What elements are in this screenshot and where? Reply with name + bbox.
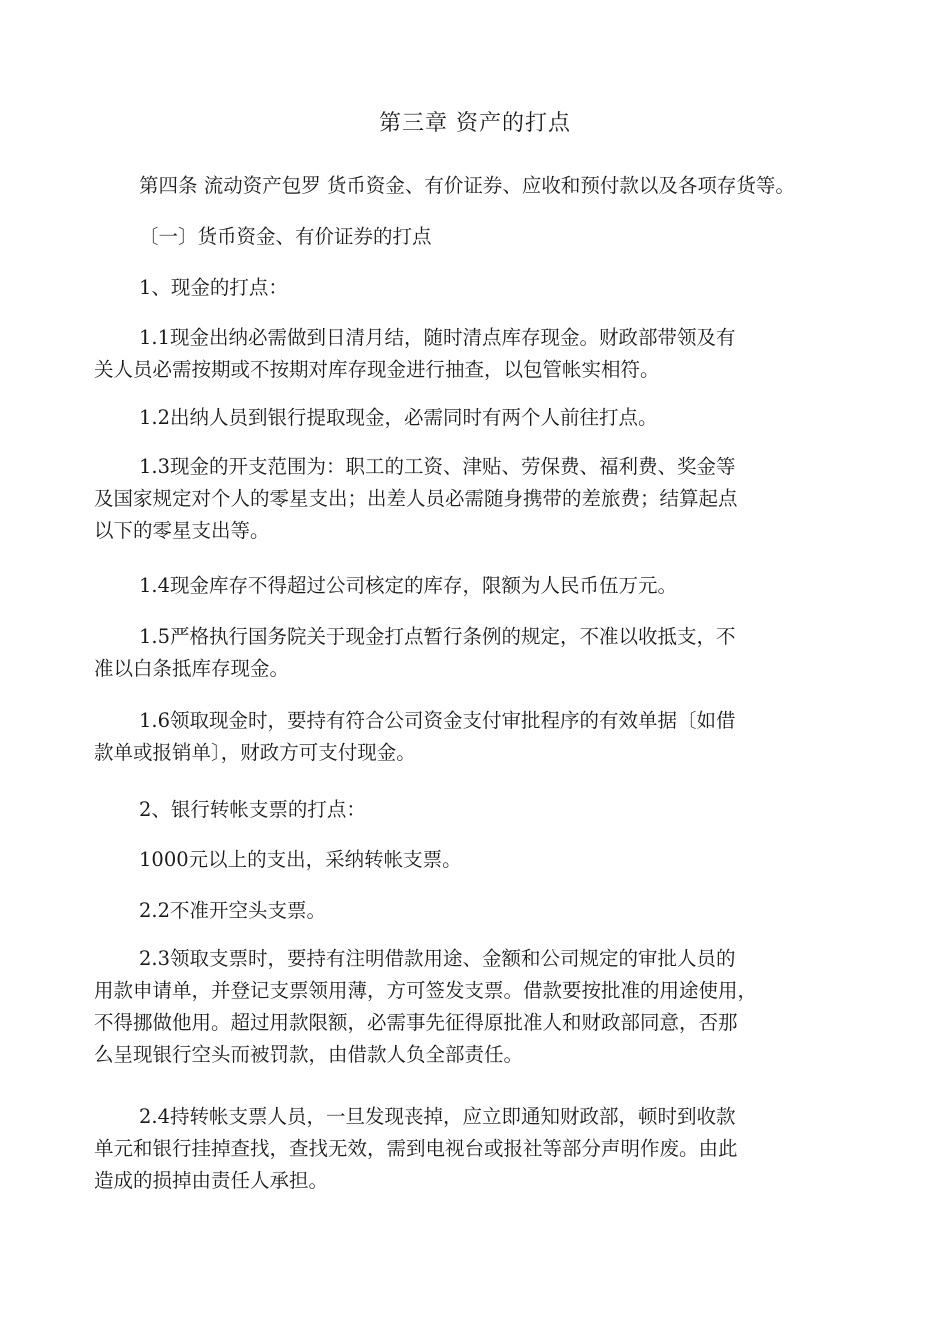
paragraph-line: 1.6领取现金时，要持有符合公司资金支付审批程序的有效单据〔如借 — [139, 709, 736, 732]
paragraph-line: 2.2不准开空头支票。 — [139, 899, 327, 922]
cash-management-heading — [94, 272, 894, 304]
clause-1-6 — [94, 705, 894, 769]
paragraph-line: 造成的损掉由责任人承担。 — [94, 1169, 329, 1192]
paragraph-line: 款单或报销单〕，财政方可支付现金。 — [94, 741, 416, 764]
section-1-heading — [94, 221, 894, 253]
paragraph-line: 1.3现金的开支范围为：职工的工资、津贴、劳保费、福利费、奖金等 — [139, 455, 736, 478]
clause-2-1 — [94, 844, 894, 876]
paragraph-line: 用款申请单，并登记支票领用薄，方可签发支票。借款要按批准的用途使用， — [94, 979, 758, 1002]
page-title: 第三章 资产的打点 — [379, 111, 571, 136]
bank-cheque-heading — [94, 794, 894, 826]
paragraph-line: 1.2出纳人员到银行提取现金，必需同时有两个人前往打点。 — [139, 406, 658, 429]
paragraph-line: 1.1现金出纳必需做到日清月结，随时清点库存现金。财政部带领及有 — [139, 326, 736, 349]
paragraph-line: 么呈现银行空头而被罚款，由借款人负全部责任。 — [94, 1043, 524, 1066]
clause-1-4 — [94, 570, 894, 602]
paragraph-line: 准以白条抵库存现金。 — [94, 657, 290, 680]
clause-1-1 — [94, 322, 894, 386]
paragraph-line: 〔一〕货币资金、有价证券的打点 — [139, 225, 432, 248]
clause-2-4 — [94, 1101, 894, 1197]
article-4-paragraph — [94, 170, 894, 202]
paragraph-line: 1、现金的打点： — [139, 276, 288, 299]
paragraph-line: 及国家规定对个人的零星支出；出差人员必需随身携带的差旅费；结算起点 — [94, 487, 738, 510]
clause-2-2 — [94, 895, 894, 927]
clause-1-2 — [94, 402, 894, 434]
paragraph-line: 1.5严格执行国务院关于现金打点暂行条例的规定，不准以收抵支，不 — [139, 625, 736, 648]
clause-2-3 — [94, 943, 894, 1071]
paragraph-line: 以下的零星支出等。 — [94, 519, 270, 542]
paragraph-line: 不得挪做他用。超过用款限额，必需事先征得原批准人和财政部同意，否那 — [94, 1011, 738, 1034]
paragraph-line: 2.4持转帐支票人员，一旦发现丧掉，应立即通知财政部，顿时到收款 — [139, 1105, 736, 1128]
paragraph-line: 关人员必需按期或不按期对库存现金进行抽查，以包管帐实相符。 — [94, 358, 660, 381]
paragraph-line: 1.4现金库存不得超过公司核定的库存，限额为人民币伍万元。 — [139, 574, 678, 597]
paragraph-line: 2.3领取支票时，要持有注明借款用途、金额和公司规定的审批人员的 — [139, 947, 736, 970]
paragraph-line: 1000元以上的支出，采纳转帐支票。 — [139, 848, 462, 871]
paragraph-line: 单元和银行挂掉查找，查找无效，需到电视台或报社等部分声明作废。由此 — [94, 1137, 738, 1160]
paragraph-line: 第四条 流动资产包罗 货币资金、有价证券、应收和预付款以及各项存货等。 — [139, 174, 795, 197]
clause-1-5 — [94, 621, 894, 685]
paragraph-line: 2、银行转帐支票的打点： — [139, 798, 366, 821]
clause-1-3 — [94, 451, 894, 547]
